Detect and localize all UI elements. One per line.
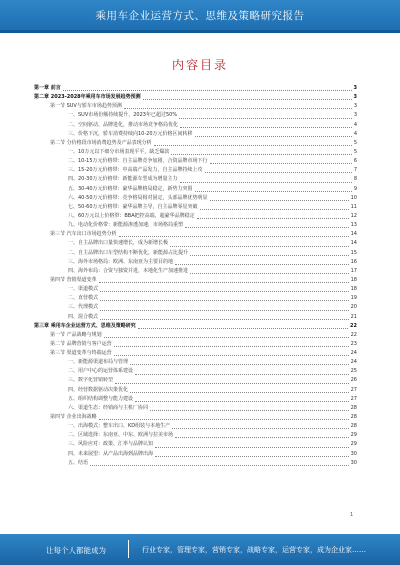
toc-entry-page: 25 (350, 368, 357, 375)
toc-entry-page: 15 (350, 249, 357, 256)
toc-entry-page: 30 (350, 450, 357, 457)
page-number: 1 (350, 512, 354, 518)
toc-entry[interactable] (34, 349, 357, 358)
toc-leader-dots (100, 318, 349, 320)
toc-leader-dots (180, 126, 352, 128)
toc-leader-dots (130, 363, 349, 365)
toc-entry-page: 26 (350, 377, 357, 384)
toc-leader-dots (171, 153, 351, 155)
toc-entry-page: 8 (353, 176, 357, 183)
toc-leader-dots (150, 409, 349, 411)
footer-slogan: 让每个人都能成为 (46, 546, 106, 555)
toc-entry-page: 28 (350, 423, 357, 430)
toc-entry[interactable] (34, 459, 357, 468)
toc-entry-label: 四、混合模式 (68, 313, 99, 320)
toc-entry-label: 二、区域选择：东南亚、中东、欧洲与拉美市场 (68, 432, 174, 439)
toc-entry-page: 21 (350, 313, 357, 320)
table-of-contents (34, 84, 357, 468)
toc-leader-dots (99, 418, 349, 420)
toc-entry[interactable] (34, 386, 357, 395)
toc-entry-page: 10 (350, 194, 357, 201)
toc-entry[interactable] (34, 285, 357, 294)
toc-entry-page: 5 (353, 139, 357, 146)
toc-leader-dots (138, 327, 348, 329)
toc-entry-label: 三、海外市场格局：欧洲、东南亚为主要目的地 (68, 258, 174, 265)
toc-entry-label: 九、电动化价格带：新能源渗透加速，市场格局重塑 (68, 222, 184, 229)
toc-entry-label: 五、30-40万元价格带：豪华品牌格局稳定，新势力突围 (68, 185, 193, 192)
toc-entry-page: 20 (350, 304, 357, 311)
toc-entry[interactable] (34, 395, 357, 404)
toc-entry[interactable] (34, 84, 357, 93)
toc-leader-dots (172, 427, 348, 429)
toc-leader-dots (180, 181, 352, 183)
toc-entry-page: 22 (350, 331, 357, 338)
toc-entry[interactable] (34, 121, 357, 130)
header-divider (0, 30, 400, 33)
toc-leader-dots (197, 217, 349, 219)
report-title: 乘用车企业运营方式、思维及策略研究报告 (95, 10, 305, 22)
toc-leader-dots (114, 354, 349, 356)
toc-entry-label: 第二节 分价格段市场消费趋势及产品表现分析 (50, 139, 152, 146)
toc-entry-page: 27 (350, 395, 357, 402)
toc-entry-page: 4 (353, 130, 357, 137)
toc-entry-label: 四、海外布局：合资与独资并进，本地化生产加速推进 (68, 267, 189, 274)
toc-leader-dots (195, 135, 352, 137)
toc-entry[interactable] (34, 413, 357, 422)
toc-entry-page: 3 (353, 84, 357, 91)
toc-entry-label: 二、空间驱动、品牌进化，推动市场竞争格局优化 (68, 121, 179, 128)
toc-entry[interactable] (34, 175, 357, 184)
toc-leader-dots (135, 373, 349, 375)
toc-entry-page: 14 (350, 240, 357, 247)
toc-entry-label: 一、10万元以下细分市场表现平平，缺乏爆款 (68, 148, 170, 155)
toc-leader-dots (135, 400, 349, 402)
toc-entry[interactable] (34, 230, 357, 239)
footer-divider (128, 540, 129, 558)
toc-entry-label: 第二节 品牌营销与客户运营 (50, 340, 112, 347)
toc-entry[interactable] (34, 130, 357, 139)
toc-leader-dots (205, 171, 352, 173)
toc-entry-page: 9 (353, 185, 357, 192)
toc-leader-dots (170, 245, 349, 247)
toc-entry-label: 一、新能源渠道布局与管理 (68, 359, 129, 366)
toc-entry-page: 28 (350, 404, 357, 411)
toc-entry[interactable] (34, 221, 357, 230)
toc-entry-label: 第一节 SUV与轿车市场趋势预测 (50, 103, 122, 110)
toc-leader-dots (99, 281, 349, 283)
toc-leader-dots (100, 309, 349, 311)
footer-tagline: 行业专家，管理专家，营销专家，战略专家，运营专家，成为企业家…… (142, 546, 366, 554)
toc-entry-page: 24 (350, 350, 357, 357)
toc-entry[interactable] (34, 148, 357, 157)
toc-entry-label: 六、40-50万元价格带：竞争格局相对固定，头部品牌优势明显 (68, 194, 208, 201)
toc-entry[interactable] (34, 139, 357, 148)
toc-entry[interactable] (34, 212, 357, 221)
toc-entry-label: 一、渠道模式 (68, 286, 99, 293)
toc-entry[interactable] (34, 203, 357, 212)
toc-entry[interactable] (34, 276, 357, 285)
toc-entry-page: 12 (350, 212, 357, 219)
toc-leader-dots (175, 263, 349, 265)
toc-leader-dots (119, 235, 349, 237)
toc-entry-page: 29 (350, 441, 357, 448)
toc-leader-dots (130, 391, 349, 393)
toc-entry-label: 一、出海模式：整车出口、KD组装与本地生产 (68, 423, 171, 430)
toc-leader-dots (90, 464, 349, 466)
toc-entry-label: 一、SUV市场份额持续提升，2023年已超过50% (68, 112, 178, 119)
toc-leader-dots (63, 89, 352, 91)
toc-entry-page: 18 (350, 286, 357, 293)
toc-entry-page: 28 (350, 414, 357, 421)
toc-entry-label: 三、15-20万元价格带：中高端产品发力，自主品牌持续上攻 (68, 167, 203, 174)
toc-entry[interactable] (34, 303, 357, 312)
toc-entry-label: 二、用户中心的运营体系建设 (68, 368, 134, 375)
toc-entry[interactable] (34, 367, 357, 376)
toc-entry-page: 30 (350, 459, 357, 466)
toc-entry-page: 3 (353, 103, 357, 110)
toc-entry-label: 三、风险应对：政策、汇率与品牌认知 (68, 441, 154, 448)
toc-entry-label: 五、结语 (68, 459, 89, 466)
toc-entry[interactable] (34, 185, 357, 194)
toc-leader-dots (200, 208, 349, 210)
toc-entry[interactable] (34, 340, 357, 349)
toc-entry[interactable] (34, 313, 357, 322)
toc-entry[interactable] (34, 194, 357, 203)
toc-entry-page: 14 (350, 231, 357, 238)
toc-entry-page: 24 (350, 359, 357, 366)
toc-entry-label: 第四节 企业出海战略 (50, 414, 97, 421)
toc-leader-dots (185, 226, 349, 228)
toc-entry-label: 二、10-15万元价格带：自主品牌竞争加剧，合资品牌市场下行 (68, 158, 208, 165)
toc-leader-dots (115, 382, 349, 384)
toc-entry[interactable] (34, 157, 357, 166)
toc-entry-label: 第一章 前言 (34, 84, 61, 91)
toc-entry-label: 七、50-60万元价格带：豪华品牌主导，自主品牌零星突破 (68, 203, 198, 210)
toc-leader-dots (179, 117, 352, 119)
toc-entry-page: 22 (350, 322, 357, 329)
toc-leader-dots (143, 98, 352, 100)
toc-entry-label: 三、价格下沉，轿车消费持续向10-20万元价格区间转移 (68, 130, 193, 137)
toc-entry-page: 6 (353, 158, 357, 165)
toc-entry-label: 三、数字化营销转型 (68, 377, 114, 384)
toc-entry-label: 八、60万元以上价格带：BBA把控高端，超豪华品牌稳定 (68, 212, 195, 219)
toc-entry[interactable] (34, 166, 357, 175)
toc-leader-dots (210, 162, 352, 164)
toc-entry-label: 第四节 营销渠道变革 (50, 276, 97, 283)
toc-entry-label: 一、自主品牌出口量快速增长，成为新增长极 (68, 240, 169, 247)
toc-entry-label: 四、20-30万元价格带：新能源车型成为增量主力 (68, 176, 178, 183)
toc-entry[interactable] (34, 450, 357, 459)
toc-entry-label: 五、组织结构调整与能力建设 (68, 395, 134, 402)
toc-entry-label: 第二章 2023-2028年乘用车市场发展趋势预测 (34, 94, 141, 101)
toc-entry-page: 13 (350, 222, 357, 229)
toc-leader-dots (155, 455, 349, 457)
toc-entry-page: 27 (350, 386, 357, 393)
toc-entry-label: 第三节 汽车出口市场趋势分析 (50, 231, 117, 238)
toc-leader-dots (210, 199, 349, 201)
toc-entry[interactable] (34, 440, 357, 449)
toc-heading: 内容目录 (171, 58, 228, 72)
toc-entry[interactable] (34, 322, 357, 331)
toc-entry[interactable] (34, 404, 357, 413)
toc-entry-label: 六、渠道生态：经销商与主机厂协同 (68, 404, 149, 411)
toc-entry[interactable] (34, 331, 357, 340)
toc-entry[interactable] (34, 358, 357, 367)
toc-leader-dots (154, 144, 352, 146)
toc-entry-page: 3 (353, 112, 357, 119)
toc-entry[interactable] (34, 267, 357, 276)
toc-entry[interactable] (34, 294, 357, 303)
toc-entry-page: 18 (350, 276, 357, 283)
toc-leader-dots (124, 107, 352, 109)
toc-leader-dots (100, 299, 349, 301)
toc-entry[interactable] (34, 377, 357, 386)
toc-entry[interactable] (34, 239, 357, 248)
toc-entry-label: 二、自主品牌出口车型结构不断优化，新能源占比提升 (68, 249, 189, 256)
toc-entry-page: 4 (353, 121, 357, 128)
toc-entry-page: 11 (350, 203, 357, 210)
toc-entry-label: 第三节 渠道变革与终端运营 (50, 350, 112, 357)
toc-leader-dots (190, 272, 349, 274)
toc-leader-dots (155, 446, 349, 448)
toc-entry-label: 三、代理模式 (68, 304, 99, 311)
toc-entry[interactable] (34, 422, 357, 431)
toc-entry[interactable] (34, 431, 357, 440)
toc-entry-page: 23 (350, 340, 357, 347)
toc-entry-page: 7 (353, 167, 357, 174)
toc-entry-page: 19 (350, 295, 357, 302)
toc-leader-dots (175, 436, 349, 438)
toc-entry[interactable] (34, 258, 357, 267)
toc-entry-page: 16 (350, 258, 357, 265)
toc-entry-label: 四、经营数据驱动决策优化 (68, 386, 129, 393)
toc-entry[interactable] (34, 93, 357, 102)
toc-entry[interactable] (34, 249, 357, 258)
toc-entry-page: 5 (353, 148, 357, 155)
toc-entry[interactable] (34, 102, 357, 111)
toc-entry-label: 四、未来展望：从产品出海到品牌出海 (68, 450, 154, 457)
toc-entry[interactable] (34, 111, 357, 120)
toc-entry-label: 第三章 乘用车企业运营方式、思维及策略研究 (34, 322, 136, 329)
toc-entry-label: 二、直营模式 (68, 295, 99, 302)
toc-entry-page: 29 (350, 432, 357, 439)
toc-entry-page: 3 (353, 94, 357, 101)
toc-leader-dots (190, 254, 349, 256)
toc-leader-dots (114, 345, 349, 347)
toc-leader-dots (195, 190, 352, 192)
toc-leader-dots (104, 336, 349, 338)
toc-entry-page: 17 (350, 267, 357, 274)
toc-entry-label: 第一节 产品战略与规划 (50, 331, 102, 338)
toc-leader-dots (100, 290, 349, 292)
